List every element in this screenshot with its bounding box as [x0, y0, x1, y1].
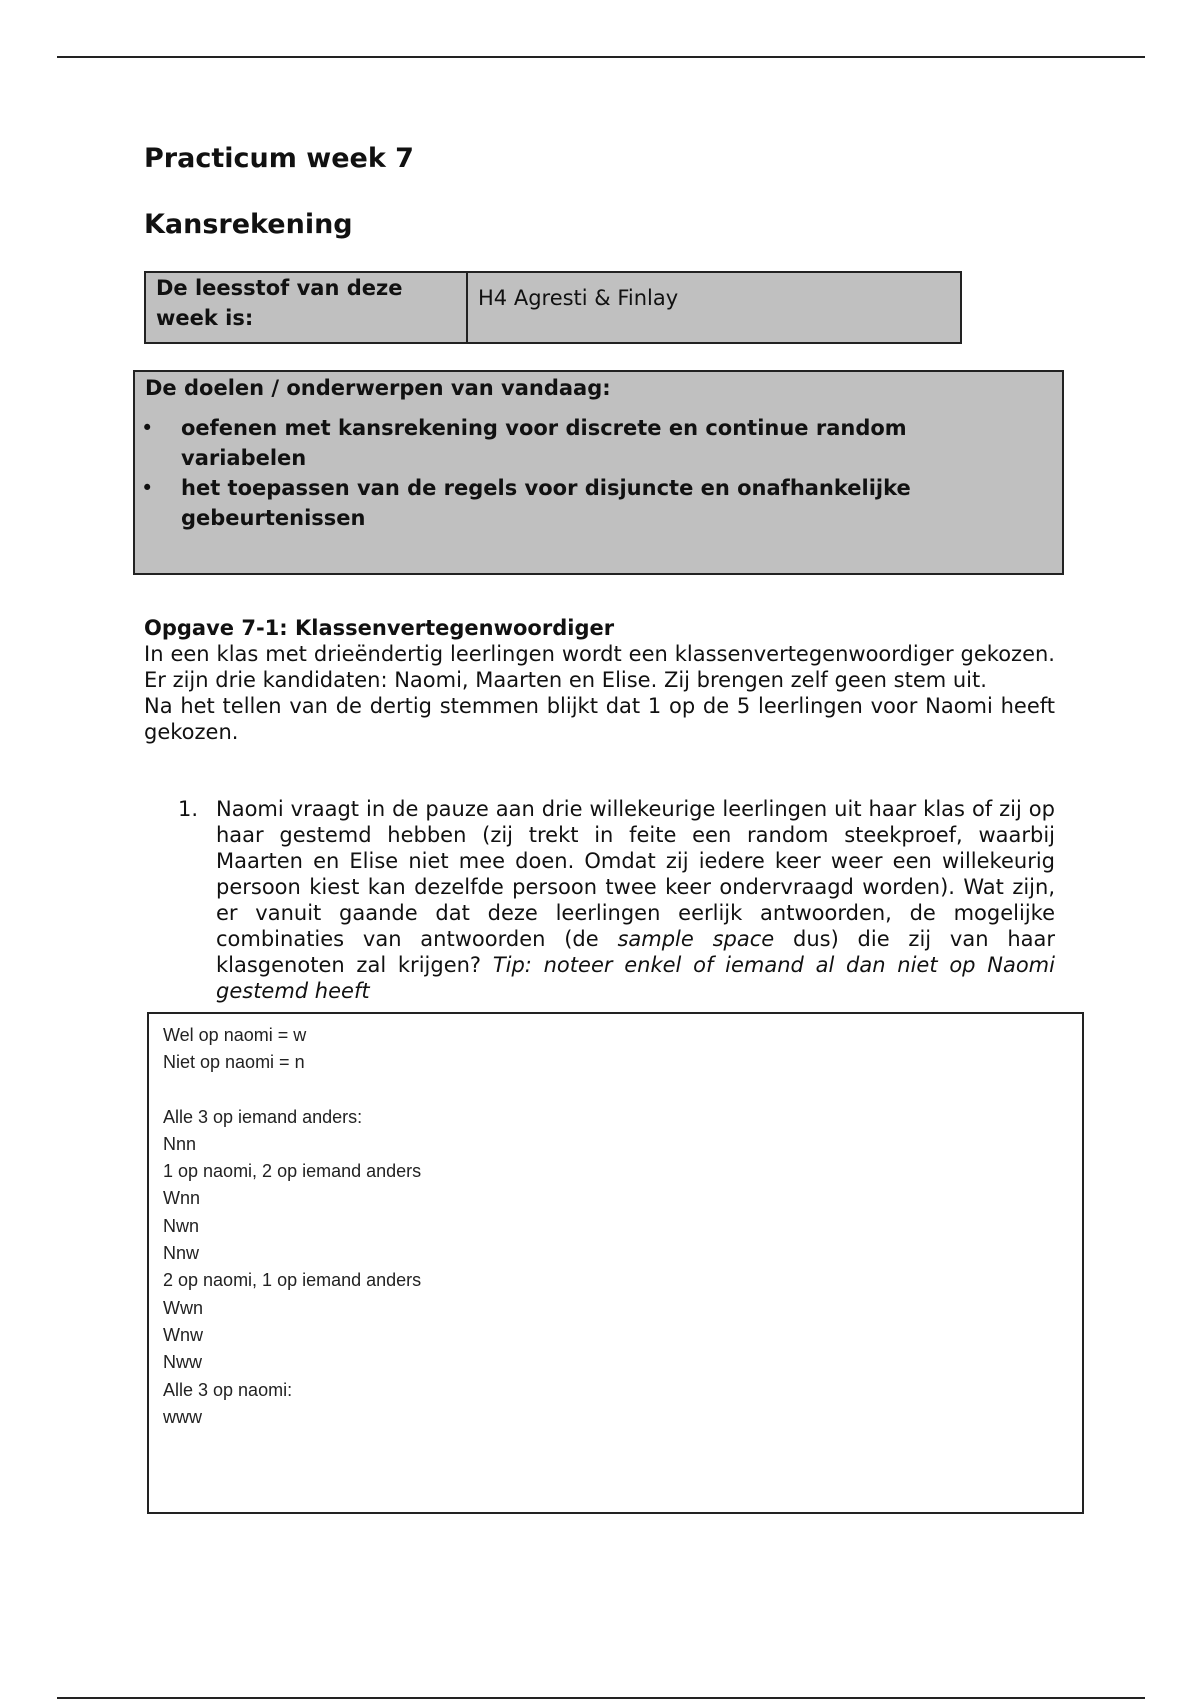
answer-line: Niet op naomi = n	[163, 1052, 305, 1073]
goals-list	[135, 413, 1015, 533]
question-emphasis: sample space	[617, 927, 775, 951]
answer-line: Wnn	[163, 1188, 201, 1209]
answer-box[interactable]	[147, 1012, 1084, 1514]
footer-rule	[57, 1697, 1145, 1699]
answer-line: Wel op naomi = w	[163, 1025, 307, 1045]
reading-value: H4 Agresti & Finlay	[478, 286, 679, 310]
exercise-title: Opgave 7-1: Klassenvertegenwoordiger	[144, 616, 615, 640]
question-number: 1.	[178, 797, 199, 821]
answer-line: 2 op naomi, 1 op iemand anders	[163, 1270, 422, 1291]
goal-item	[135, 473, 1015, 533]
page-subtitle: Kansrekening	[144, 209, 353, 240]
bullet-icon: •	[141, 476, 154, 500]
question-text-part: dus) die zij van haar klasgenoten zal krijgen?	[216, 927, 1055, 977]
header-rule	[57, 56, 1145, 58]
exercise-paragraph: In een klas met drieëndertig leerlingen wordt een klassenvertegenwoordiger gekozen. Er zijn drie kandidaten: Naomi, Maarten en Elise. Zij brengen zelf geen stem uit.	[144, 642, 1055, 692]
question-tip: Tip: noteer enkel of iemand al dan niet op Naomi gestemd heeft	[216, 953, 1055, 1003]
answer-line: Nnw	[163, 1243, 200, 1264]
goal-text: oefenen met kansrekening voor discrete en continue random variabelen	[181, 416, 907, 470]
answer-line: Nnn	[163, 1133, 197, 1154]
answer-line: Nwn	[163, 1215, 200, 1236]
question-text-part: Naomi vraagt in de pauze aan drie willekeurige leerlingen uit haar klas of zij op haar gestemd hebben (zij trekt in feite een random steekproef, waarbij Maarten en Elise niet mee doen. Omdat zij iedere keer weer een willekeurig persoon kiest kan dezelfde persoon twee keer ondervraagd worden). Wat zijn, er vanuit gaande dat deze leerlingen eerlijk antwoorden, de mogelijke combinaties van antwoorden (de	[216, 797, 1055, 951]
bullet-icon: •	[141, 416, 154, 440]
exercise-section	[144, 615, 1055, 745]
question-1	[178, 796, 1055, 1004]
answer-line: Alle 3 op naomi:	[163, 1379, 293, 1400]
answer-line: Wwn	[163, 1297, 203, 1318]
goal-item	[135, 413, 1015, 473]
answer-line: Alle 3 op iemand anders:	[163, 1106, 363, 1127]
answer-line: www	[163, 1406, 202, 1427]
goals-title: De doelen / onderwerpen van vandaag:	[145, 376, 611, 400]
goals-box	[133, 370, 1064, 575]
reading-label: De leesstof van deze week is:	[146, 273, 468, 342]
reading-table	[144, 271, 962, 344]
goal-text: het toepassen van de regels voor disjuncte en onafhankelijke gebeurtenissen	[181, 476, 911, 530]
page-title: Practicum week 7	[144, 143, 414, 174]
question-text	[216, 796, 1055, 1004]
answer-line: Nww	[163, 1352, 202, 1373]
exercise-paragraph: Na het tellen van de dertig stemmen blijkt dat 1 op de 5 leerlingen voor Naomi heeft gekozen.	[144, 694, 1055, 744]
answer-line	[163, 1077, 1068, 1104]
answer-line: Wnw	[163, 1324, 203, 1345]
answer-line: 1 op naomi, 2 op iemand anders	[163, 1161, 422, 1182]
